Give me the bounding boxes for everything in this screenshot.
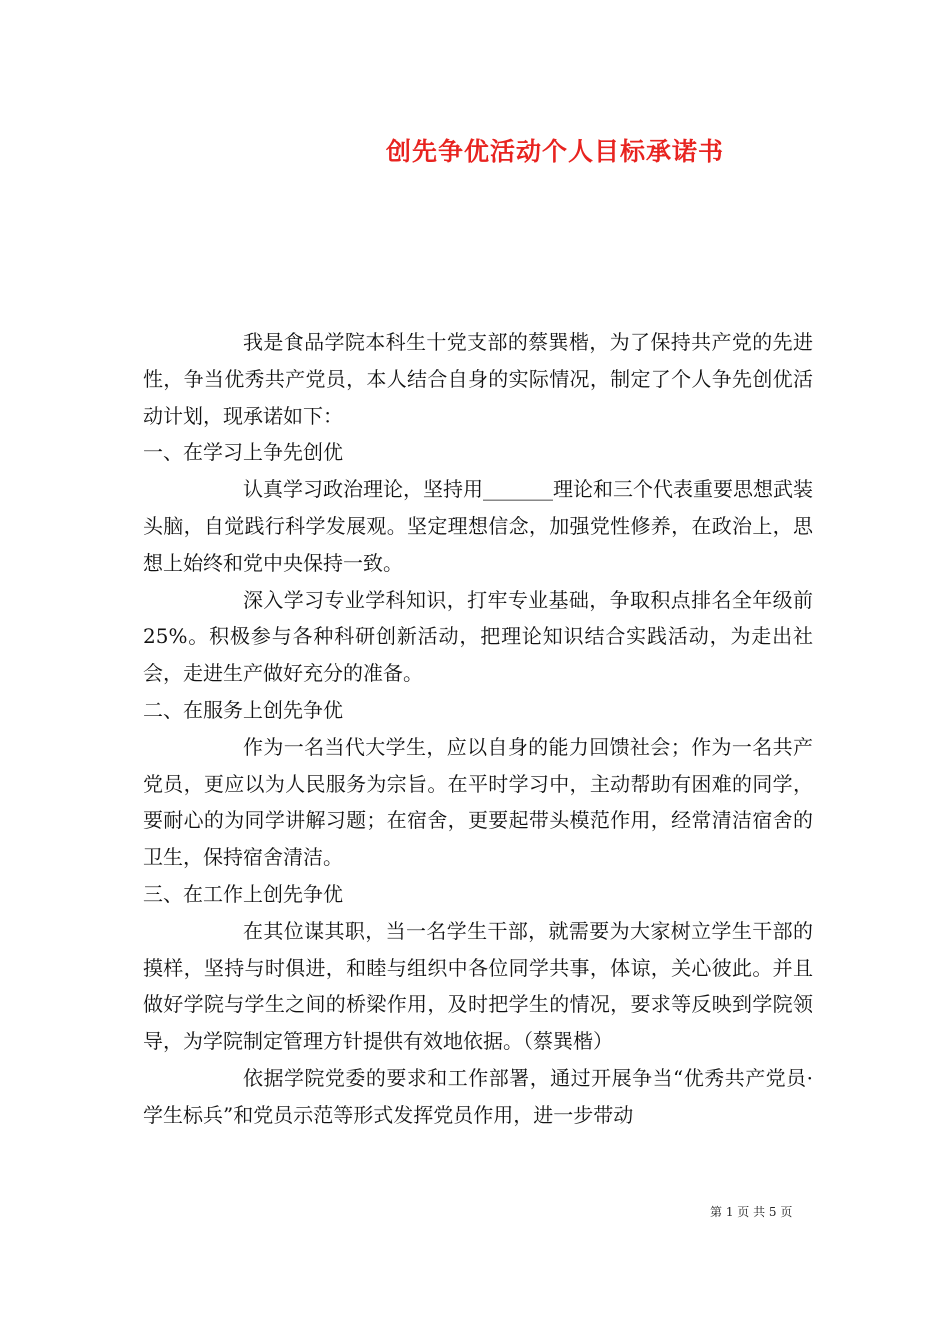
document-title: 创先争优活动个人目标承诺书 [385,137,724,166]
section-heading-study: 一、在学习上争先创优 [143,440,343,465]
paragraph-study-1: 认真学习政治理论，坚持用_______理论和三个代表重要思想武装头脑，自觉践行科学发展观。坚定理想信念，加强党性修养，在政治上，思想上始终和党中央保持一致。 [143,477,813,575]
section-heading-service: 二、在服务上创先争优 [143,697,343,722]
document-body [143,324,813,1134]
paragraph-service: 作为一名当代大学生，应以自身的能力回馈社会；作为一名共产党员，更应以为人民服务为宗旨。在平时学习中，主动帮助有困难的同学，要耐心的为同学讲解习题；在宿舍，更要起带头模范作用，经常清洁宿舍的卫生，保持宿舍清洁。 [143,734,813,870]
section-heading-work: 三、在工作上创先争优 [143,881,343,906]
paragraph-intro: 我是食品学院本科生十党支部的蔡巽楷，为了保持共产党的先进性，争当优秀共产党员，本人结合自身的实际情况，制定了个人争先创优活动计划，现承诺如下： [143,330,813,428]
paragraph-work: 在其位谋其职，当一名学生干部，就需要为大家树立学生干部的摸样，坚持与时俱进，和睦与组织中各位同学共事，体谅，关心彼此。并且做好学院与学生之间的桥梁作用，及时把学生的情况，要求等反映到学院领导，为学院制定管理方针提供有效地依据。（蔡巽楷） [143,918,813,1054]
paragraph-study-2: 深入学习专业学科知识，打牢专业基础，争取积点排名全年级前25%。积极参与各种科研创新活动，把理论知识结合实践活动，为走出社会，走进生产做好充分的准备。 [143,587,813,686]
page-footer: 第 1 页 共 5 页 [710,1205,793,1219]
paragraph-party: 依据学院党委的要求和工作部署，通过开展争当“优秀共产党员·学生标兵”和党员示范等形式发挥党员作用，进一步带动 [143,1065,813,1127]
